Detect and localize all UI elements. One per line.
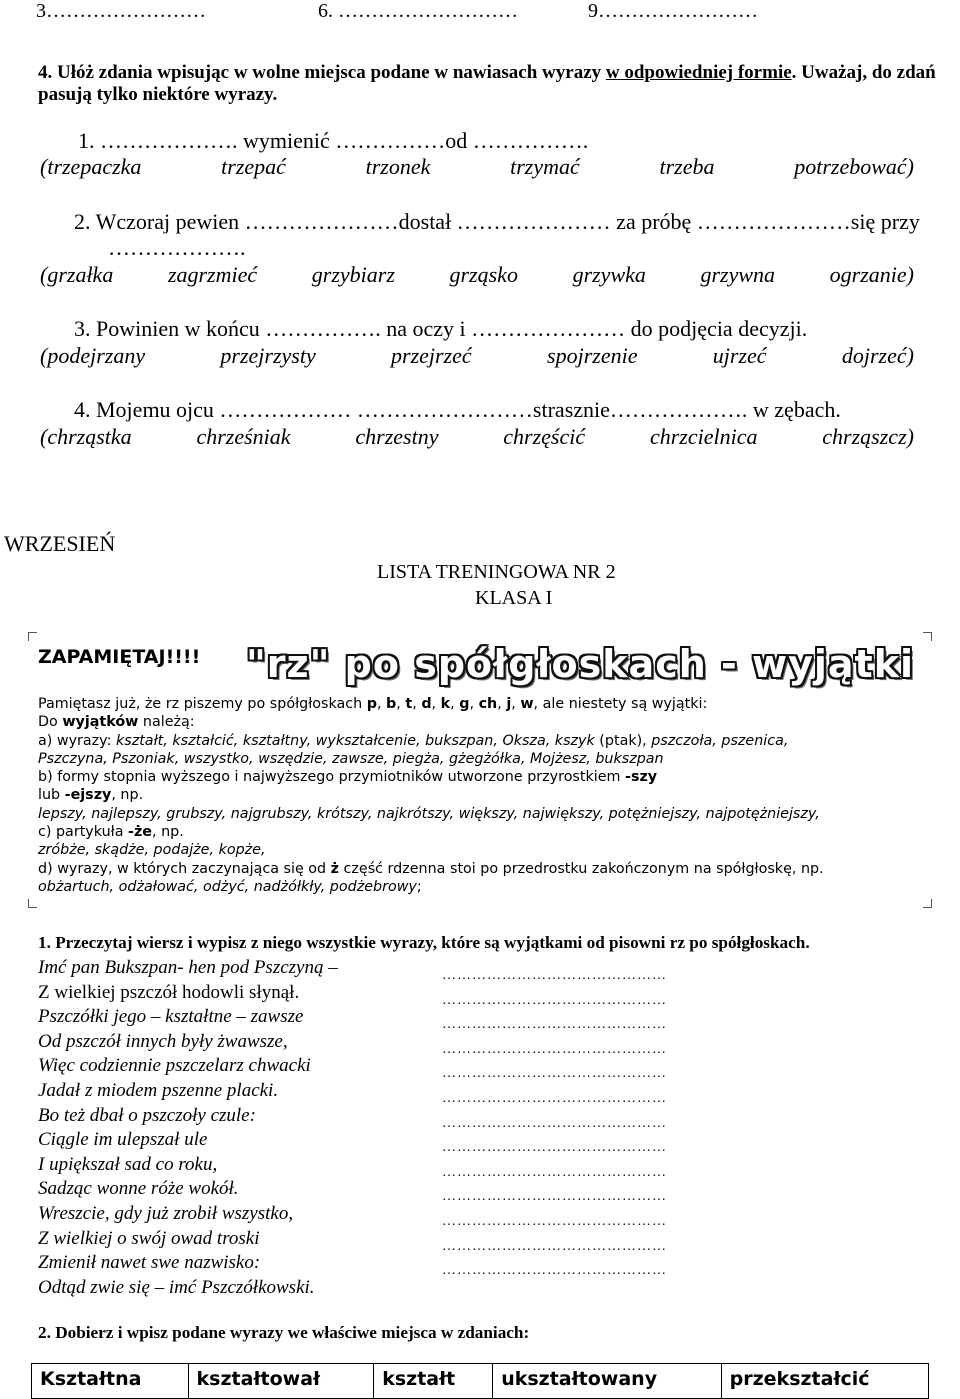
rule-a-line2: Pszczyna, Pszoniak, wszystko, wszędzie, zawsze, piegża, gżegżółka, Mojżesz, bukszpan — [38, 750, 664, 767]
answer-blank[interactable]: ……………………………………… — [442, 1017, 667, 1033]
letter: t — [405, 696, 413, 712]
text-bold: wyjątków — [62, 714, 139, 731]
corner-mark — [923, 899, 932, 908]
rule-c-examples: zróbże, skądże, podajże, kopże, — [38, 842, 266, 859]
word: chrzcielnica — [649, 424, 758, 449]
task1-heading: 1. Przeczytaj wiersz i wypisz z niego wszystkie wyrazy, które są wyjątkami od pisowni rz po spółgłoskach. — [38, 933, 810, 952]
text: d) wyrazy, w których zaczynająca się od — [38, 860, 331, 877]
letter: k — [440, 696, 451, 712]
word: grzywna — [700, 262, 776, 287]
poem-line: Imć pan Bukszpan- hen pod Pszczyną – — [38, 957, 338, 978]
letter: b — [386, 696, 397, 712]
word: grząsko — [449, 262, 518, 287]
rule-b-line2 — [38, 786, 824, 804]
letter: p — [366, 696, 377, 712]
answer-blank[interactable]: ……………………………………… — [442, 1189, 667, 1205]
sentence-4: 4. Mojemu ojcu ……………… ……………………strasznie………………. w zębach. — [74, 397, 841, 422]
poem-line: Od pszczół innych były żwawsze, — [38, 1030, 288, 1052]
poem-line: Więc codziennie pszczelarz chwacki — [38, 1055, 311, 1077]
word: zagrzmieć — [167, 262, 258, 287]
poem — [38, 956, 338, 1300]
word-cell: kształt — [374, 1364, 493, 1399]
blank-3: 3…………………… — [36, 0, 206, 22]
word: ujrzeć — [712, 343, 767, 368]
answer-blank[interactable]: ……………………………………… — [442, 1090, 667, 1106]
blank-9: 9…………………… — [588, 0, 758, 22]
word: ogrzanie) — [829, 262, 914, 287]
letter: g — [459, 696, 470, 712]
task4-instruction — [38, 62, 936, 84]
corner-mark — [28, 899, 37, 908]
poem-line: Wreszcie, gdy już zrobił wszystko, — [38, 1202, 294, 1224]
poem-line: Z wielkiej o swój owad troski — [38, 1227, 260, 1249]
answer-blank[interactable]: ……………………………………… — [442, 1140, 667, 1156]
answer-blank[interactable]: ……………………………………… — [442, 1213, 667, 1229]
text: (ptak), — [594, 732, 652, 749]
text: Do — [38, 714, 63, 731]
poem-line: Jadał z miodem pszenne placki. — [38, 1079, 279, 1101]
task4-instruction-end: . Uważaj, do zdań — [791, 62, 936, 83]
poem-line: Zmienił nawet swe nazwisko: — [38, 1252, 261, 1274]
task4-instruction-text: 4. Ułóż zdania wpisując w wolne miejsca podane w nawiasach wyrazy — [38, 62, 606, 83]
poem-line: Z wielkiej pszczół hodowli słynął. — [38, 981, 300, 1003]
rule-b-examples: lepszy, najlepszy, grubszy, najgrubszy, krótszy, najkrótszy, większy, największy, potężniejszy, najpotężniejszy, — [38, 805, 820, 822]
word: trzepać — [221, 154, 286, 179]
sentence-3: 3. Powinien w końcu ……………. na oczy i ………………… do podjęcia decyzji. — [74, 316, 808, 341]
word-table — [31, 1363, 929, 1399]
word: (chrząstka — [40, 424, 132, 449]
text-italic: obżartuch, odżałować, odżyć, nadżółkły, podżebrowy — [38, 878, 417, 895]
text-italic: pszczoła, pszenica, — [651, 732, 789, 749]
word: trzonek — [365, 154, 431, 179]
text: , np. — [111, 787, 144, 804]
word: spojrzenie — [547, 343, 638, 368]
word: dojrzeć) — [841, 343, 914, 368]
word: (podejrzany — [40, 343, 146, 368]
rules-intro-text: Pamiętasz już, że rz piszemy po spółgłoskach — [38, 696, 367, 712]
answer-blank[interactable]: ……………………………………… — [442, 1238, 667, 1254]
word: grzywka — [572, 262, 646, 287]
text: b) formy stopnia wyższego i najwyższego przymiotników utworzone przyrostkiem — [38, 769, 626, 786]
letter: ch — [478, 696, 498, 712]
answer-blank[interactable]: ……………………………………… — [442, 968, 667, 983]
word-list-2 — [40, 262, 914, 288]
answer-blanks — [442, 964, 667, 1284]
answer-blank[interactable]: ……………………………………… — [442, 1066, 667, 1082]
text-bold: ż — [330, 860, 339, 877]
word-cell: Kształtna — [32, 1364, 189, 1399]
sentence-2: 2. Wczoraj pewien …………………dostał ………………… za próbę …………………się przy — [74, 209, 920, 234]
text: część rdzenna stoi po przedrostku zakończonym na spółgłoskę, np. — [339, 860, 824, 877]
text: , np. — [152, 824, 184, 841]
rule-d-examples — [38, 878, 824, 896]
rule-a — [38, 732, 824, 750]
corner-mark — [28, 632, 37, 641]
word: (trzepaczka — [40, 154, 142, 179]
rules-text — [38, 695, 824, 896]
word-cell: kształtował — [188, 1364, 374, 1399]
answer-blank[interactable]: ……………………………………… — [442, 1041, 667, 1057]
word: (grzałka — [40, 262, 114, 287]
word-list-4 — [40, 424, 914, 450]
text-bold: -szy — [625, 769, 658, 786]
letter: w — [520, 696, 534, 712]
rule-d — [38, 860, 824, 878]
sentence-1: 1. ………………. wymienić ……………od ……………. — [78, 128, 589, 153]
poem-line: Bo też dbał o pszczoły czule: — [38, 1104, 256, 1126]
class-title: KLASA I — [475, 587, 553, 609]
rules-box — [28, 632, 932, 908]
corner-mark — [923, 632, 932, 641]
poem-line: Odtąd zwie się – imć Pszczółkowski. — [38, 1276, 315, 1298]
word: grzybiarz — [311, 262, 395, 287]
text: ; — [416, 878, 422, 895]
month-label: WRZESIEŃ — [4, 531, 116, 556]
word: przejrzysty — [220, 343, 316, 368]
answer-blank[interactable]: ……………………………………… — [442, 1164, 667, 1180]
word-cell: przekształcić — [721, 1364, 928, 1399]
word-cell: ukształtowany — [493, 1364, 721, 1399]
word: chrząszcz) — [822, 424, 914, 449]
blank-6: 6. ……………………… — [318, 0, 518, 22]
answer-blank[interactable]: ……………………………………… — [442, 992, 667, 1008]
word-list-3 — [40, 343, 914, 369]
remember-label: ZAPAMIĘTAJ!!!! — [38, 646, 201, 668]
list-title: LISTA TRENINGOWA NR 2 — [377, 561, 616, 583]
word: potrzebować) — [794, 154, 914, 179]
letter: d — [421, 696, 432, 712]
poem-line: Pszczółki jego – kształtne – zawsze — [38, 1006, 304, 1028]
word: chrzestny — [355, 424, 439, 449]
rule-b — [38, 768, 824, 786]
rules-exceptions — [38, 713, 824, 731]
answer-blank[interactable]: ……………………………………… — [442, 1115, 667, 1131]
text: należą: — [138, 714, 195, 731]
sentence-2-cont: ………………. — [108, 235, 246, 260]
poem-line: Ciągle im ulepszał ule — [38, 1129, 208, 1151]
word: przejrzeć — [391, 343, 472, 368]
rules-banner: "rz" po spółgłoskach - wyjątki — [246, 642, 915, 686]
answer-blank[interactable]: ……………………………………… — [442, 1263, 667, 1279]
word: chrzęścić — [503, 424, 586, 449]
poem-line: Sadząc wonne róże wokół. — [38, 1178, 239, 1200]
task2-heading: 2. Dobierz i wpisz podane wyrazy we właściwe miejsca w zdaniach: — [38, 1323, 530, 1342]
text-italic: kształt, kształcić, kształtny, wykształcenie, bukszpan, Oksza, kszyk — [115, 732, 595, 749]
task4-instruction-underlined: w odpowiedniej formie — [605, 62, 792, 83]
word-list-1 — [40, 154, 914, 180]
poem-line: I upiększał sad co roku, — [38, 1153, 218, 1175]
rule-c — [38, 823, 824, 841]
word: chrześniak — [196, 424, 291, 449]
text: lub — [38, 787, 65, 804]
text: a) wyrazy: — [38, 732, 116, 749]
rules-intro: Pamiętasz już, że rz piszemy po spółgłoskach p, b, t, d, k, g, ch, j, w, ale niestety są wyjątki: — [38, 696, 708, 712]
task4-instruction-line2: pasują tylko niektóre wyrazy. — [38, 84, 278, 105]
word: trzeba — [659, 154, 715, 179]
letter: j — [506, 696, 512, 712]
rules-intro-end: , ale niestety są wyjątki: — [533, 696, 708, 712]
text-bold: -że — [128, 824, 152, 841]
word: trzymać — [510, 154, 580, 179]
text: c) partykuła — [38, 824, 129, 841]
text-bold: -ejszy — [64, 787, 112, 804]
table-row — [32, 1364, 929, 1399]
